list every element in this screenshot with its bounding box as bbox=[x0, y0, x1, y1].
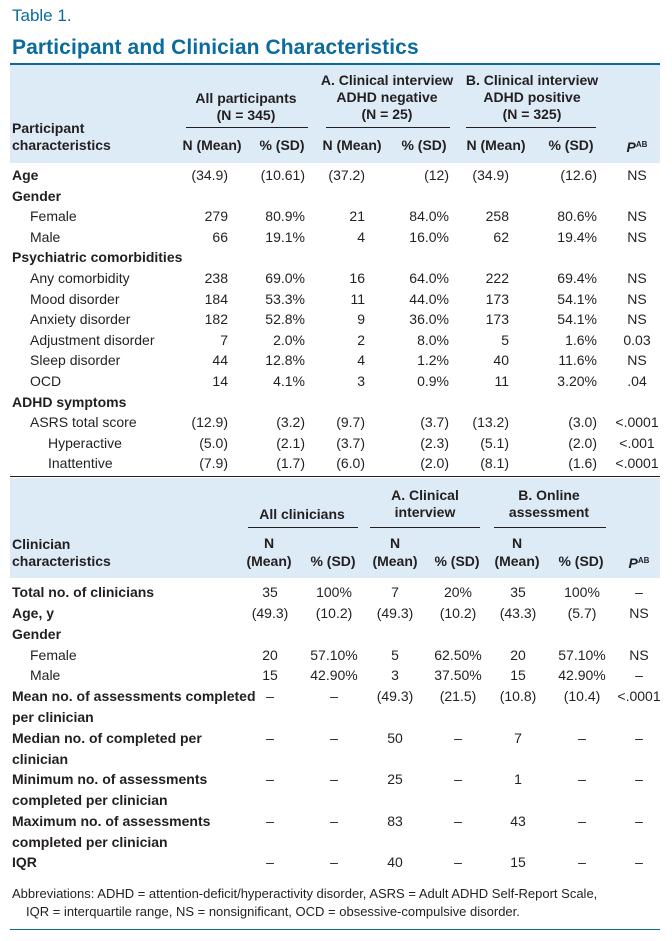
table-cell: 7 bbox=[514, 730, 522, 746]
clinician-stub-header bbox=[12, 536, 111, 570]
table-cell: 21 bbox=[349, 208, 365, 225]
table-cell: (49.3) bbox=[376, 605, 414, 621]
table-cell: 19.4% bbox=[557, 228, 597, 245]
table-cell: 35 bbox=[262, 584, 278, 600]
table-cell: – bbox=[454, 813, 462, 829]
row-label-line2: completed per clinician bbox=[12, 792, 168, 808]
column-subheader-line1: N bbox=[389, 535, 401, 551]
table-cell: (6.0) bbox=[336, 455, 365, 472]
table-cell: 19.1% bbox=[265, 228, 305, 245]
p-value-header bbox=[627, 137, 648, 155]
table-cell: (10.61) bbox=[260, 167, 305, 183]
column-subheader-line2: (Mean) bbox=[494, 553, 540, 569]
table-cell: 0.03 bbox=[623, 331, 651, 348]
row-label: ASRS total score bbox=[30, 414, 137, 431]
table-cell: – bbox=[330, 771, 338, 787]
table-cell: 1.6% bbox=[565, 331, 597, 348]
column-subheader: N (Mean) bbox=[466, 137, 526, 153]
group-rule-all-clinicians bbox=[248, 527, 358, 528]
table-cell: NS bbox=[629, 647, 649, 663]
table-cell: (10.8) bbox=[499, 688, 537, 704]
table-cell: – bbox=[454, 854, 462, 870]
table-cell: 35 bbox=[510, 584, 526, 600]
p-value-header bbox=[629, 553, 650, 571]
table-cell: – bbox=[330, 688, 338, 704]
table-cell: <.001 bbox=[619, 434, 655, 451]
group-rule-b bbox=[466, 127, 596, 128]
table-cell: (34.9) bbox=[472, 167, 509, 183]
stub-header-line1: Participant bbox=[12, 120, 85, 136]
table-cell: 11 bbox=[494, 373, 509, 389]
column-subheader-line2: % (SD) bbox=[310, 553, 356, 569]
table-cell: 0.9% bbox=[417, 373, 449, 389]
row-label: Any comorbidity bbox=[30, 270, 130, 286]
table-cell: – bbox=[330, 730, 338, 746]
table-cell: 20 bbox=[510, 647, 526, 663]
table-cell: NS bbox=[627, 311, 647, 328]
footnote bbox=[12, 885, 597, 921]
table-cell: 84.0% bbox=[409, 208, 449, 225]
bottom-rule bbox=[10, 929, 660, 930]
table-cell: 50 bbox=[387, 730, 403, 746]
group-header-online-assessment bbox=[509, 487, 589, 521]
group-name: A. Clinical bbox=[391, 487, 459, 503]
table-cell: 279 bbox=[204, 208, 228, 225]
table-cell: 184 bbox=[204, 290, 228, 307]
row-label: Gender bbox=[12, 626, 62, 642]
table-cell: NS bbox=[627, 208, 647, 225]
table-cell: (3.0) bbox=[568, 414, 597, 431]
row-label: OCD bbox=[30, 373, 62, 389]
footnote-line2: IQR = interquartile range, NS = nonsignificant, OCD = obsessive-compulsive disorder. bbox=[26, 904, 520, 919]
table-cell: – bbox=[454, 771, 462, 787]
table-cell: 15 bbox=[510, 854, 526, 870]
table-cell: (1.6) bbox=[568, 455, 597, 472]
table-cell: 2 bbox=[357, 331, 365, 348]
table-cell: (43.3) bbox=[499, 605, 537, 621]
table-cell: 182 bbox=[204, 311, 228, 328]
row-label: Median no. of completed per bbox=[12, 730, 202, 746]
group-name-line2: interview bbox=[394, 504, 456, 520]
group-header-all-clinicians bbox=[259, 506, 345, 523]
table-cell: – bbox=[578, 771, 586, 787]
table-cell: NS bbox=[627, 270, 647, 286]
table-cell: 57.10% bbox=[310, 647, 358, 663]
group-rule-clinical-interview bbox=[370, 527, 480, 528]
table-cell: 15 bbox=[510, 667, 526, 683]
table-cell: 42.90% bbox=[558, 667, 606, 683]
row-label: Inattentive bbox=[48, 455, 113, 472]
table-cell: – bbox=[635, 584, 643, 600]
table-cell: (21.5) bbox=[439, 688, 477, 704]
table-cell: 40 bbox=[493, 352, 509, 369]
group-name: A. Clinical interview bbox=[320, 72, 454, 88]
row-label: Mean no. of assessments completed bbox=[12, 688, 256, 704]
table-cell: (49.3) bbox=[376, 688, 414, 704]
group-name-line2: ADHD negative bbox=[336, 89, 438, 105]
group-header-clinical-interview bbox=[391, 487, 459, 521]
row-label: Sleep disorder bbox=[30, 352, 121, 369]
table-cell: NS bbox=[629, 605, 649, 621]
table-cell: 100% bbox=[316, 584, 352, 600]
table-cell: 83 bbox=[387, 813, 403, 829]
table-cell: (1.7) bbox=[276, 455, 305, 472]
table-cell: 16 bbox=[349, 270, 365, 286]
table-cell: (2.0) bbox=[420, 455, 449, 472]
table-cell: 100% bbox=[564, 584, 600, 600]
column-subheader-line1: N bbox=[511, 535, 523, 551]
table-cell: 7 bbox=[391, 584, 399, 600]
table-cell: 3.20% bbox=[557, 373, 597, 389]
row-label: IQR bbox=[12, 854, 37, 870]
group-header-all-participants bbox=[195, 90, 296, 124]
p-letter: P bbox=[628, 555, 638, 571]
table-cell: – bbox=[266, 730, 274, 746]
group-header-adhd-negative bbox=[321, 72, 453, 123]
row-label: Total no. of clinicians bbox=[12, 584, 155, 600]
table-cell: 37.50% bbox=[434, 667, 482, 683]
table-cell: (2.0) bbox=[568, 434, 597, 451]
table-cell: 4 bbox=[357, 352, 365, 369]
table-cell: 66 bbox=[212, 228, 228, 245]
table-cell: 14 bbox=[212, 373, 228, 389]
table-cell: (8.1) bbox=[480, 455, 509, 472]
table-cell: (10.4) bbox=[563, 688, 601, 704]
column-subheader: N (Mean) bbox=[182, 137, 242, 153]
row-label: Age bbox=[12, 167, 39, 183]
table-cell: (3.7) bbox=[420, 414, 449, 431]
table-cell: 15 bbox=[262, 667, 278, 683]
table-cell: – bbox=[330, 813, 338, 829]
table-cell: 3 bbox=[357, 373, 365, 389]
column-subheader-line2: (Mean) bbox=[246, 553, 292, 569]
table-cell: 69.0% bbox=[265, 270, 305, 286]
table-cell: 80.9% bbox=[265, 208, 305, 225]
table-cell: – bbox=[266, 688, 274, 704]
column-subheader-line2: % (SD) bbox=[434, 553, 480, 569]
table-cell: 11 bbox=[350, 290, 365, 307]
row-label-line2: clinician bbox=[12, 751, 69, 767]
group-name: All clinicians bbox=[259, 506, 345, 522]
group-rule-online-assessment bbox=[494, 527, 606, 528]
table-cell: (9.7) bbox=[336, 414, 365, 431]
row-label: Psychiatric comorbidities bbox=[12, 249, 183, 266]
table-cell: 52.8% bbox=[265, 311, 305, 328]
row-label: Gender bbox=[12, 187, 62, 204]
table-cell: 54.1% bbox=[557, 290, 597, 307]
table-cell: (10.2) bbox=[439, 605, 477, 621]
table-cell: 8.0% bbox=[417, 331, 449, 348]
table-cell: (3.7) bbox=[336, 434, 365, 451]
table-cell: (5.7) bbox=[567, 605, 597, 621]
table-cell: NS bbox=[627, 352, 647, 369]
row-label: Female bbox=[30, 208, 77, 225]
table-cell: (3.2) bbox=[276, 414, 305, 431]
table-cell: (12) bbox=[424, 167, 449, 183]
stub-header-line1: Clinician bbox=[12, 536, 71, 552]
table-cell: (5.0) bbox=[199, 434, 228, 451]
table-cell: 5 bbox=[391, 647, 399, 663]
group-n: (N = 25) bbox=[361, 106, 413, 122]
table-cell: 2.0% bbox=[273, 331, 305, 348]
table-cell: 80.6% bbox=[557, 208, 597, 225]
table-cell: <.0001 bbox=[615, 414, 659, 431]
row-label: Anxiety disorder bbox=[30, 311, 131, 328]
table-cell: 20% bbox=[443, 584, 473, 600]
group-n: (N = 345) bbox=[216, 107, 276, 123]
table-cell: 11.6% bbox=[558, 352, 597, 369]
table-cell: (2.3) bbox=[420, 434, 449, 451]
table-title: Participant and Clinician Characteristics bbox=[12, 36, 419, 59]
row-label: Mood disorder bbox=[30, 290, 120, 307]
table-cell: – bbox=[454, 730, 462, 746]
row-label: Age, y bbox=[12, 605, 55, 621]
row-label: Male bbox=[30, 667, 61, 683]
table-cell: – bbox=[578, 730, 586, 746]
table-cell: 20 bbox=[262, 647, 278, 663]
table-cell: 5 bbox=[501, 331, 509, 348]
column-subheader: % (SD) bbox=[401, 137, 447, 153]
table-cell: – bbox=[635, 813, 643, 829]
column-subheader-line2: (Mean) bbox=[372, 553, 418, 569]
table-cell: – bbox=[266, 813, 274, 829]
table-cell: 42.90% bbox=[310, 667, 358, 683]
table-cell: <.0001 bbox=[617, 688, 661, 704]
table-cell: – bbox=[635, 667, 643, 683]
row-label: Maximum no. of assessments bbox=[12, 813, 211, 829]
group-rule-all bbox=[186, 127, 308, 128]
column-subheader: N (Mean) bbox=[322, 137, 382, 153]
group-header-adhd-positive bbox=[466, 72, 598, 123]
row-label: Male bbox=[30, 228, 61, 245]
p-superscript: AB bbox=[637, 556, 650, 565]
table-cell: – bbox=[578, 854, 586, 870]
table-cell: – bbox=[635, 854, 643, 870]
table-cell: (2.1) bbox=[276, 434, 305, 451]
table-cell: NS bbox=[627, 228, 647, 245]
column-subheader: % (SD) bbox=[548, 137, 594, 153]
column-subheader-line2: % (SD) bbox=[558, 553, 604, 569]
table-cell: (49.3) bbox=[251, 605, 289, 621]
table-cell: (10.2) bbox=[315, 605, 353, 621]
participant-stub-header bbox=[12, 120, 111, 154]
table-cell: 12.8% bbox=[265, 352, 305, 369]
table-cell: 173 bbox=[485, 311, 509, 328]
table-cell: (34.9) bbox=[191, 167, 228, 183]
table-cell: – bbox=[635, 730, 643, 746]
table-cell: 53.3% bbox=[265, 290, 305, 307]
table-cell: 62 bbox=[493, 228, 509, 245]
group-name: B. Online bbox=[518, 487, 580, 503]
table-label: Table 1. bbox=[12, 6, 72, 25]
table-cell: 7 bbox=[220, 331, 228, 348]
group-name-line2: ADHD positive bbox=[483, 89, 581, 105]
table-cell: 258 bbox=[485, 208, 509, 225]
group-name-line2: assessment bbox=[508, 504, 590, 520]
table-cell: 40 bbox=[387, 854, 403, 870]
row-label: Adjustment disorder bbox=[30, 331, 155, 348]
table-cell: (13.2) bbox=[472, 414, 509, 431]
group-name: All participants bbox=[195, 90, 297, 106]
table-cell: – bbox=[330, 854, 338, 870]
table-cell: (7.9) bbox=[199, 455, 228, 472]
p-superscript: AB bbox=[635, 140, 648, 149]
row-label: ADHD symptoms bbox=[12, 393, 127, 410]
stub-header-line2: characteristics bbox=[12, 553, 111, 569]
column-subheader-line1: N bbox=[263, 535, 275, 551]
table-cell: 238 bbox=[204, 270, 228, 286]
table-cell: 62.50% bbox=[434, 647, 482, 663]
table-cell: (37.2) bbox=[328, 167, 365, 183]
table-cell: (12.6) bbox=[560, 167, 597, 183]
table-cell: 57.10% bbox=[558, 647, 606, 663]
table-cell: – bbox=[578, 813, 586, 829]
table-cell: 25 bbox=[387, 771, 403, 787]
table-cell: (5.1) bbox=[480, 434, 509, 451]
table-cell: 44.0% bbox=[409, 290, 449, 307]
table-cell: 36.0% bbox=[409, 311, 449, 328]
group-name: B. Clinical interview bbox=[465, 72, 599, 88]
footnote-line1: Abbreviations: ADHD = attention-deficit/hyperactivity disorder, ASRS = Adult ADHD Self-Report Scale, bbox=[12, 886, 598, 901]
table-cell: 16.0% bbox=[409, 228, 449, 245]
table-cell: – bbox=[266, 771, 274, 787]
group-n: (N = 325) bbox=[502, 106, 562, 122]
row-label-line2: completed per clinician bbox=[12, 834, 168, 850]
row-label-line2: per clinician bbox=[12, 709, 94, 725]
table-cell: 173 bbox=[485, 290, 509, 307]
table-cell: NS bbox=[627, 290, 647, 307]
table-cell: – bbox=[635, 771, 643, 787]
table-cell: 3 bbox=[391, 667, 399, 683]
table-cell: 44 bbox=[212, 352, 228, 369]
table-cell: 1.2% bbox=[417, 352, 449, 369]
stub-header-line2: characteristics bbox=[12, 137, 111, 153]
table-cell: .04 bbox=[627, 373, 647, 389]
table-cell: – bbox=[266, 854, 274, 870]
column-subheader: % (SD) bbox=[259, 137, 305, 153]
table-cell: 9 bbox=[357, 311, 365, 328]
table-cell: NS bbox=[627, 167, 647, 183]
table-cell: 1 bbox=[514, 771, 522, 787]
table-cell: <.0001 bbox=[615, 455, 659, 472]
table-cell: 4 bbox=[357, 228, 365, 245]
table-cell: 43 bbox=[510, 813, 526, 829]
row-label: Hyperactive bbox=[48, 434, 122, 451]
table-cell: 4.1% bbox=[273, 373, 305, 389]
table-cell: 64.0% bbox=[409, 270, 449, 286]
p-letter: P bbox=[626, 139, 636, 155]
group-rule-a bbox=[326, 127, 450, 128]
section-separator-rule bbox=[10, 476, 660, 477]
table-cell: 69.4% bbox=[557, 270, 597, 286]
table-cell: 222 bbox=[485, 270, 509, 286]
table-cell: (12.9) bbox=[191, 414, 228, 431]
row-label: Minimum no. of assessments bbox=[12, 771, 208, 787]
row-label: Female bbox=[30, 647, 77, 663]
table-cell: 54.1% bbox=[557, 311, 597, 328]
